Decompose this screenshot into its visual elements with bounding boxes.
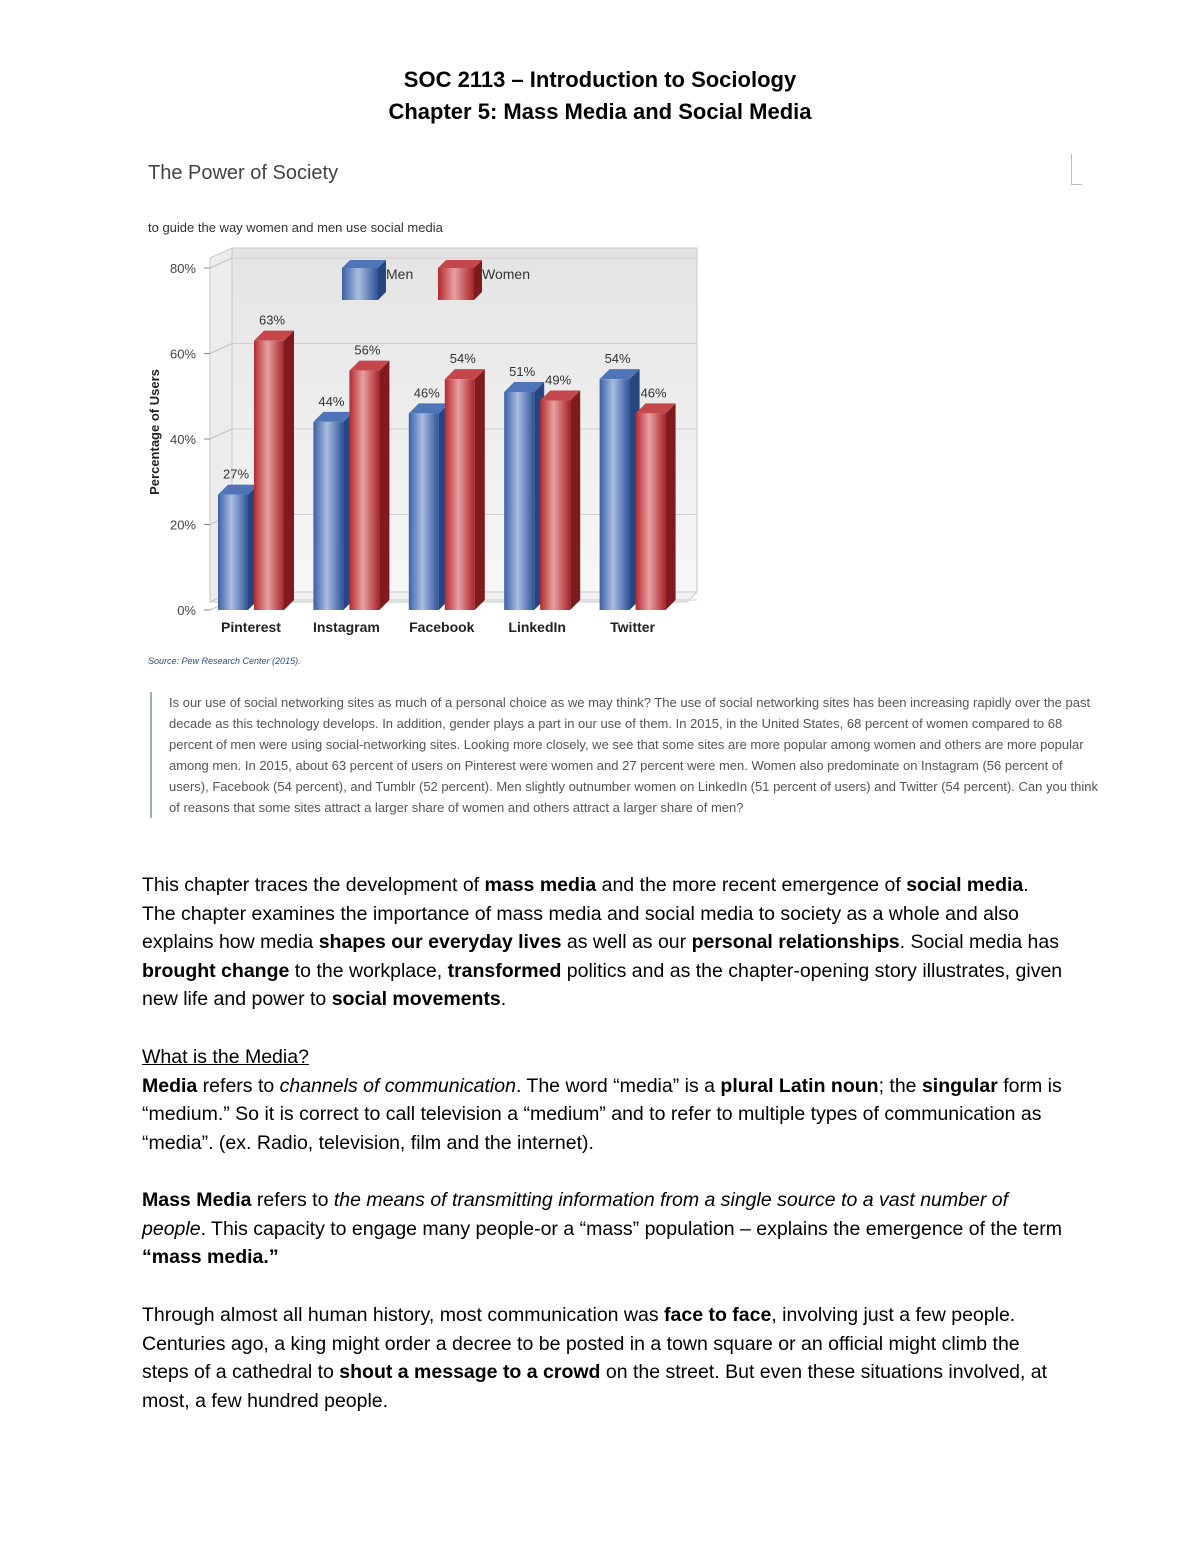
- text-run: on the street. But even these situations involved, at most, a few hundred people.: [142, 1361, 1048, 1412]
- bold-term: mass media: [484, 874, 597, 896]
- bar-side-women: [570, 391, 580, 610]
- x-tick-label: Twitter: [610, 619, 656, 635]
- bold-term: transformed: [447, 959, 562, 982]
- x-tick-label: Pinterest: [221, 619, 281, 635]
- bar-side-women: [284, 331, 294, 610]
- figure-title: The Power of Society: [148, 162, 339, 184]
- bold-term: face to face: [664, 1304, 772, 1326]
- text-run: refers to: [251, 1189, 334, 1211]
- text-run: . Social media has: [899, 931, 1059, 954]
- data-label-women: 49%: [545, 372, 572, 388]
- italic-phrase: the means of transmitting information from a single source to a vast number of people: [142, 1189, 1008, 1240]
- text-run: ; the: [878, 1074, 922, 1097]
- bold-term: social media: [906, 874, 1024, 896]
- bar-women: [254, 341, 284, 610]
- bar-women: [540, 401, 570, 610]
- what-is-media-section: [142, 1043, 1067, 1157]
- chapter-title: Chapter 5: Mass Media and Social Media: [388, 99, 812, 124]
- x-tick-label: Instagram: [312, 619, 380, 635]
- y-tick-label: 0%: [177, 603, 196, 618]
- y-tick-label: 20%: [169, 517, 196, 533]
- text-run: and the more recent emergence of: [596, 874, 907, 896]
- y-tick-label: 80%: [169, 261, 196, 276]
- bar-women: [636, 413, 666, 610]
- data-label-women: 63%: [258, 312, 286, 328]
- bar-women: [349, 371, 379, 610]
- text-run: . The word “media” is a: [515, 1074, 721, 1097]
- legend-label-women: Women: [482, 266, 530, 282]
- x-tick-label: LinkedIn: [508, 619, 566, 635]
- x-tick-label: Facebook: [409, 619, 475, 635]
- course-title: SOC 2113 – Introduction to Sociology: [403, 67, 797, 92]
- italic-phrase: channels of communication: [279, 1074, 516, 1097]
- bold-term: singular: [921, 1074, 998, 1097]
- bar-women: [445, 379, 475, 610]
- mass-media-definition-paragraph: [142, 1186, 1067, 1272]
- bar-side-women: [666, 403, 676, 610]
- data-label-men: 54%: [604, 351, 631, 367]
- y-tick-label: 40%: [169, 432, 196, 447]
- figure-caption-text: Is our use of social networking sites as much of a personal choice as we may think? The use of social networking sites has been increasing rapidly over the past decade as this technology develops. In addition, gender plays a part in our use of them. In 2015, in the United States, 68 percent of women compared to 68 percent of men were using social-networking sites. Looking more closely, we see that some sites are more popular among women and others are more popular among men. In 2015, about 63 percent of users on Pinterest were women and 27 percent were men. Women also predominate on Instagram (56 percent of users), Facebook (54 percent), and Tumblr (52 percent). Men slightly outnumber women on LinkedIn (51 percent of users) and Twitter (54 percent). Can you think of reasons that some sites attract a larger share of women and others attract a larger share of men?: [169, 695, 1099, 815]
- bar-side-women: [379, 361, 389, 610]
- bar-men: [409, 413, 439, 610]
- data-label-women: 46%: [640, 385, 667, 401]
- bold-term: shout a message to a crowd: [339, 1361, 601, 1384]
- figure-subtitle: to guide the way women and men use social media: [148, 220, 443, 235]
- text-run: This chapter traces the development of: [142, 874, 485, 896]
- history-paragraph: [142, 1301, 1067, 1415]
- bold-term: personal relationships: [691, 931, 900, 954]
- text-run: .: [500, 988, 507, 1011]
- section-heading-what-is-media: What is the Media?: [142, 1046, 309, 1068]
- bold-term: shapes our everyday lives: [318, 931, 562, 954]
- intro-paragraph: [142, 871, 1067, 1014]
- text-run: as well as our: [561, 931, 692, 954]
- text-run: politics and as the chapter-opening story illustrates, given new life and power to: [142, 959, 1063, 1011]
- text-run: , involving just a few people. Centuries ago, a king might order a decree to be posted in a town square or an official might climb the steps of a cathedral to: [142, 1304, 1020, 1384]
- bar-men: [600, 379, 630, 610]
- figure-caption: [150, 692, 1099, 818]
- text-run: Through almost all human history, most communication was: [142, 1304, 665, 1326]
- text-run: form is “medium.” So it is correct to call television a “medium” and to refer to multiple types of communication as “media”. (ex. Radio, television, film and the internet).: [142, 1074, 1062, 1154]
- text-run: . This capacity to engage many people-or a “mass” population – explains the emergence of the term: [200, 1217, 1062, 1240]
- data-label-women: 54%: [449, 351, 476, 367]
- text-run: refers to: [197, 1074, 280, 1097]
- bold-term: Media: [142, 1074, 198, 1097]
- bar-side-women: [475, 369, 485, 610]
- bar-men: [218, 495, 248, 610]
- y-axis-title: Percentage of Users: [147, 369, 162, 495]
- figure-source: Source: Pew Research Center (2015).: [148, 656, 301, 666]
- legend-label-men: Men: [386, 266, 414, 282]
- y-axis-ticks: [170, 261, 196, 618]
- text-run: . The chapter examines the importance of mass media and social media to society as a whole and also explains how media: [142, 874, 1029, 954]
- data-label-men: 51%: [509, 363, 536, 379]
- bar-chart: [0, 0, 1200, 680]
- data-label-men: 44%: [318, 393, 345, 409]
- text-run: to the workplace,: [289, 959, 448, 982]
- legend-swatch-women: [438, 268, 474, 300]
- bold-term: “mass media.”: [142, 1246, 279, 1269]
- bold-term: social movements: [331, 988, 501, 1011]
- bold-term: plural Latin noun: [720, 1074, 879, 1097]
- bar-men: [504, 392, 534, 610]
- data-label-men: 46%: [413, 385, 440, 401]
- bold-term: Mass Media: [142, 1189, 252, 1211]
- y-tick-label: 60%: [169, 346, 196, 362]
- legend-swatch-men: [342, 268, 378, 300]
- bar-men: [313, 422, 343, 610]
- x-axis-ticks: [221, 619, 656, 635]
- media-definition-paragraph: [142, 1075, 1062, 1154]
- data-label-men: 27%: [222, 466, 250, 482]
- bold-term: brought change: [142, 959, 290, 982]
- data-label-women: 56%: [354, 342, 381, 358]
